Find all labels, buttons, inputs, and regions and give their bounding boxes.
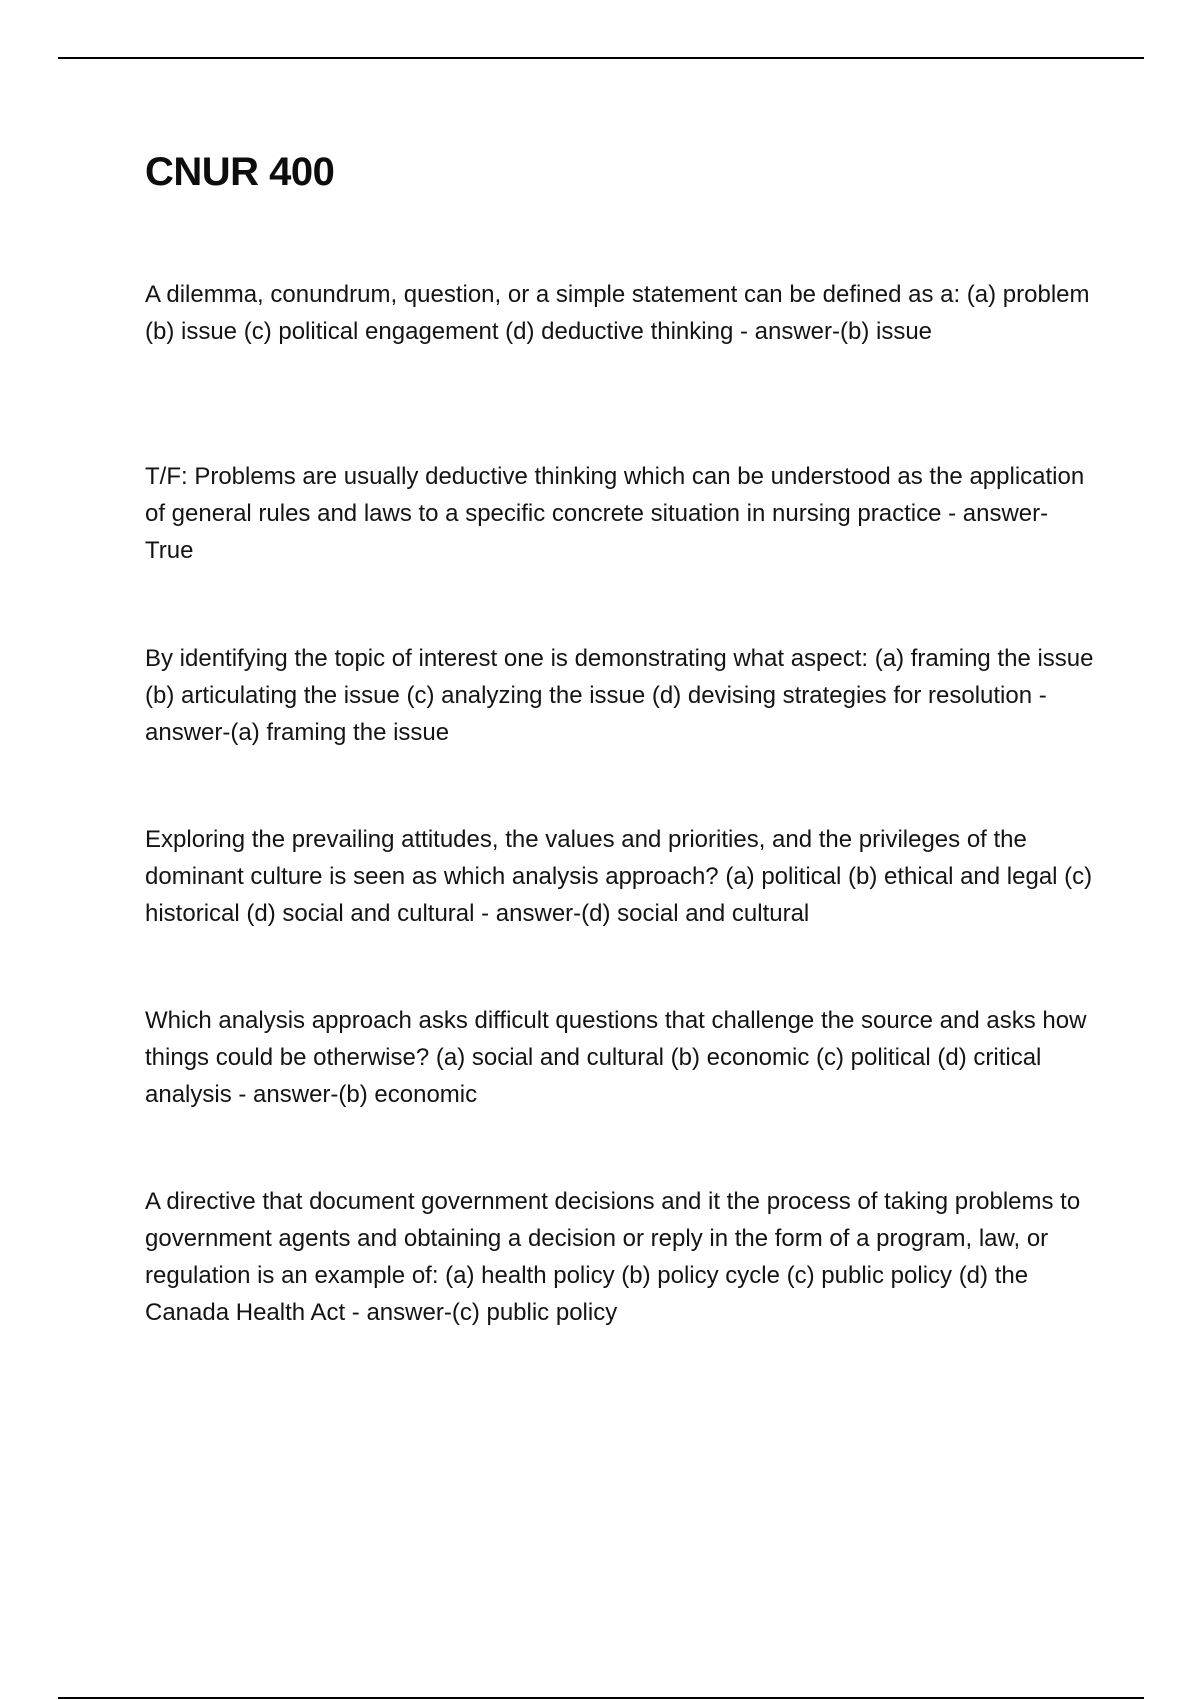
qa-item-3: By identifying the topic of interest one is demonstrating what aspect: (a) framing the issue (b) articulating the issue (c) analyzing the issue (d) devising strategies for resolution - answer-(a) framing the issue: [145, 645, 1094, 746]
qa-item-4: Exploring the prevailing attitudes, the values and priorities, and the privileges of the dominant culture is seen as which analysis approach? (a) political (b) ethical and legal (c) historical (d) social and cultural - answer-(d) social and cultural: [145, 826, 1093, 927]
footer-rule: [58, 1697, 1144, 1699]
header-rule: [58, 57, 1144, 59]
qa-item-2: T/F: Problems are usually deductive thinking which can be understood as the application of general rules and laws to a specific concrete situation in nursing practice - answer-True: [145, 463, 1085, 564]
qa-item-1: A dilemma, conundrum, question, or a simple statement can be defined as a: (a) problem (b) issue (c) political engagement (d) deductive thinking - answer-(b) issue: [145, 281, 1090, 345]
qa-item-6: A directive that document government decisions and it the process of taking problems to government agents and obtaining a decision or reply in the form of a program, law, or regulation is an example of: (a) health policy (b) policy cycle (c) public policy (d) the Canada Health Act - answer-(c) public policy: [145, 1188, 1081, 1326]
qa-item-5: Which analysis approach asks difficult questions that challenge the source and asks how things could be otherwise? (a) social and cultural (b) economic (c) political (d) critical analysis - answer-(b) economic: [145, 1007, 1087, 1108]
page-title: CNUR 400: [145, 150, 335, 194]
